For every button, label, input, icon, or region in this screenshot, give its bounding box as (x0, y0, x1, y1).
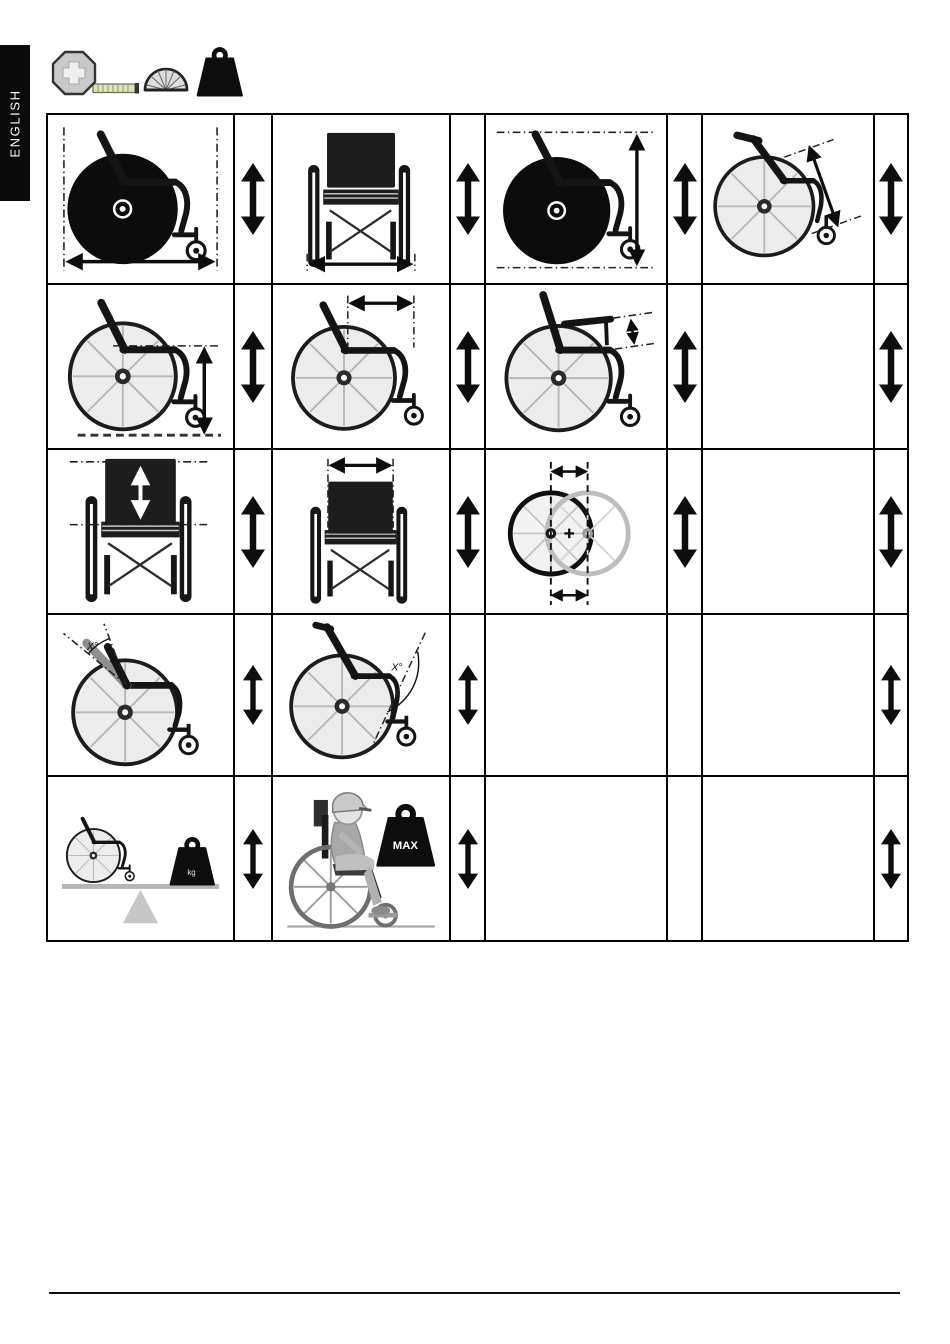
vertical-arrow-icon (875, 285, 907, 450)
vertical-arrow-icon (235, 450, 273, 615)
vertical-arrow-icon (235, 285, 273, 450)
dimension-table (46, 113, 909, 942)
vertical-arrow-icon (451, 285, 486, 450)
vertical-arrow-icon (668, 115, 703, 285)
vertical-arrow-icon (235, 615, 273, 777)
seat-depth-svg (276, 288, 446, 445)
tape-measure-icon (53, 52, 139, 94)
backrest-angle-svg (51, 618, 230, 772)
overall-height-diagram (486, 115, 668, 285)
backrest-width-diagram (273, 450, 451, 615)
footer-divider (49, 1292, 900, 1294)
overall-length-diagram (48, 115, 235, 285)
empty-cell (703, 777, 875, 940)
total-weight-diagram (48, 777, 235, 940)
empty-cell (703, 285, 875, 450)
axle-position-diagram (486, 450, 668, 615)
seat-angle-svg (276, 618, 446, 772)
measurement-icons (49, 46, 249, 100)
angle-label: X° (86, 640, 99, 653)
kg-weight-icon (171, 839, 214, 884)
seat-height-diagram (48, 285, 235, 450)
vertical-arrow-icon (451, 615, 486, 777)
vertical-arrow-icon (451, 777, 486, 940)
protractor-icon (145, 69, 187, 90)
seat-depth-diagram (273, 285, 451, 450)
vertical-arrow-icon (451, 115, 486, 285)
vertical-arrow-icon (875, 615, 907, 777)
vertical-arrow-icon (668, 450, 703, 615)
empty-cell (486, 777, 668, 940)
vertical-arrow-icon (875, 115, 907, 285)
max-label: MAX (392, 840, 418, 853)
empty-cell (703, 615, 875, 777)
vertical-arrow-icon (235, 115, 273, 285)
max-user-weight-diagram (273, 777, 451, 940)
armrest-height-diagram (486, 285, 668, 450)
axle-position-svg (489, 453, 663, 610)
vertical-arrow-icon (451, 450, 486, 615)
empty-cell (668, 615, 703, 777)
empty-cell (668, 777, 703, 940)
backrest-length-diagram (703, 115, 875, 285)
total-weight-svg (51, 780, 230, 937)
language-tab-label: ENGLISH (7, 88, 23, 158)
backrest-angle-diagram (48, 615, 235, 777)
seat-angle-diagram (273, 615, 451, 777)
backrest-width-svg (276, 453, 446, 610)
backrest-height-svg (51, 453, 230, 610)
max-weight-icon (378, 807, 434, 865)
vertical-arrow-icon (875, 450, 907, 615)
overall-width-svg (276, 118, 446, 280)
seat-height-svg (51, 288, 230, 445)
vertical-arrow-icon (875, 777, 907, 940)
overall-height-svg (489, 118, 663, 280)
vertical-arrow-icon (668, 285, 703, 450)
vertical-arrow-icon (235, 777, 273, 940)
max-user-weight-svg (276, 780, 446, 937)
angle-label: X° (391, 662, 403, 674)
backrest-height-diagram (48, 450, 235, 615)
overall-width-diagram (273, 115, 451, 285)
armrest-height-svg (489, 288, 663, 445)
backrest-length-svg (706, 118, 870, 280)
language-tab (0, 45, 30, 201)
overall-length-svg (51, 118, 230, 280)
empty-cell (486, 615, 668, 777)
kg-label: kg (187, 868, 196, 878)
empty-cell (703, 450, 875, 615)
weight-icon (198, 49, 242, 95)
